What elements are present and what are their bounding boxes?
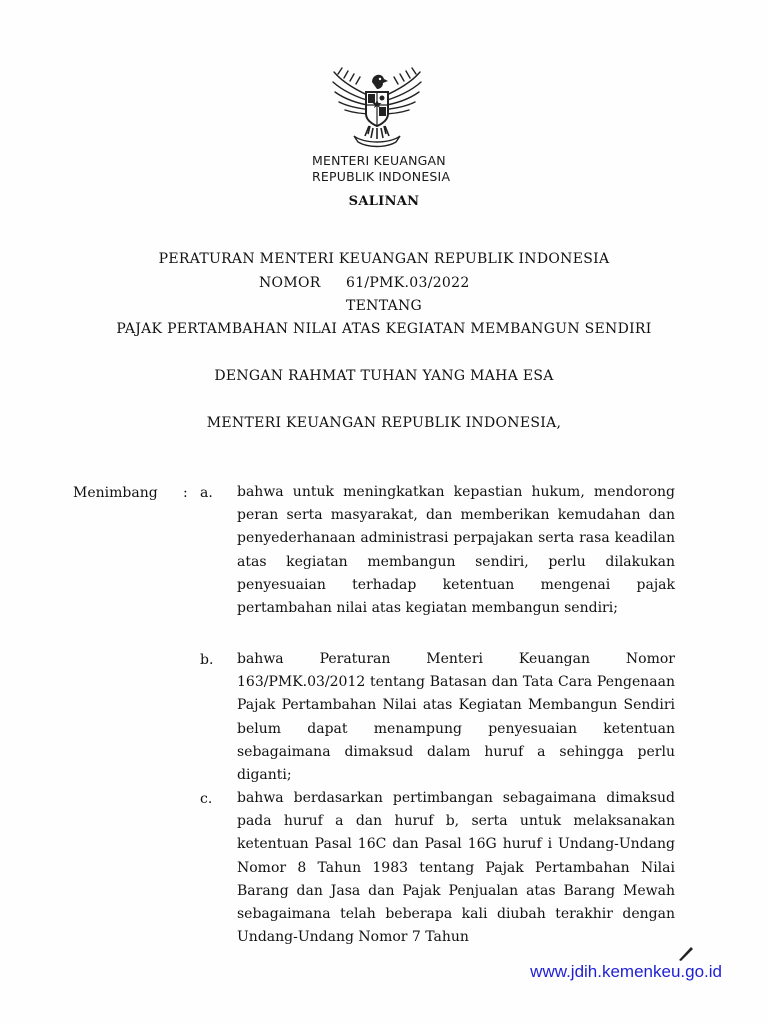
ministry-name: MENTERI KEUANGAN <box>312 153 446 168</box>
regulation-number <box>259 275 470 291</box>
number-value: 61/PMK.03/2022 <box>346 275 470 291</box>
item-text: bahwa berdasarkan pertimbangan sebagaimana dimaksud pada huruf a dan huruf b, serta untuk melaksanakan ketentuan Pasal 16C dan Pasal 16G huruf i Undang-Undang Nomor 8 Tahun 1983 tentang Pajak Pertambahan Nilai Barang dan Jasa dan Pajak Penjualan atas Barang Mewah sebagaimana telah beberapa kali diubah terakhir dengan Undang-Undang Nomor 7 Tahun <box>237 790 675 946</box>
jdih-website-link[interactable]: www.jdih.kemenkeu.go.id <box>530 962 722 981</box>
number-label: NOMOR <box>259 275 321 291</box>
item-text: bahwa untuk meningkatkan kepastian hukum, mendorong peran serta masyarakat, dan memberikan kemudahan dan penyederhanaan administrasi perpajakan serta rasa keadilan atas kegiatan membangun sendiri, perlu dilakukan penyesuaian terhadap ketentuan mengenai pajak pertambahan nilai atas kegiatan membangun sendiri; <box>237 484 675 617</box>
copy-stamp: SALINAN <box>348 194 420 209</box>
pen-mark-icon <box>676 944 696 962</box>
menimbang-colon: : <box>183 485 188 501</box>
item-letter: a. <box>200 485 213 501</box>
regulation-title: PERATURAN MENTERI KEUANGAN REPUBLIK INDONESIA <box>158 251 610 267</box>
tentang-heading: TENTANG <box>345 298 423 314</box>
republic-name: REPUBLIK INDONESIA <box>312 169 451 184</box>
ministry-letterhead <box>312 153 450 185</box>
regulation-subject: PAJAK PERTAMBAHAN NILAI ATAS KEGIATAN MEMBANGUN SENDIRI <box>116 321 652 337</box>
preamble: DENGAN RAHMAT TUHAN YANG MAHA ESA <box>214 368 554 384</box>
item-letter: b. <box>200 652 214 668</box>
menimbang-label: Menimbang <box>73 485 158 501</box>
garuda-emblem-icon <box>330 62 424 148</box>
item-letter: c. <box>200 791 213 807</box>
item-text: bahwa Peraturan Menteri Keuangan Nomor 163/PMK.03/2012 tentang Batasan dan Tata Cara Pengenaan Pajak Pertambahan Nilai atas Kegiatan Membangun Sendiri belum dapat menampung penyesuaian ketentuan sebagaimana dimaksud dalam huruf a sehingga perlu diganti; <box>237 651 675 784</box>
issuer: MENTERI KEUANGAN REPUBLIK INDONESIA, <box>206 415 562 431</box>
